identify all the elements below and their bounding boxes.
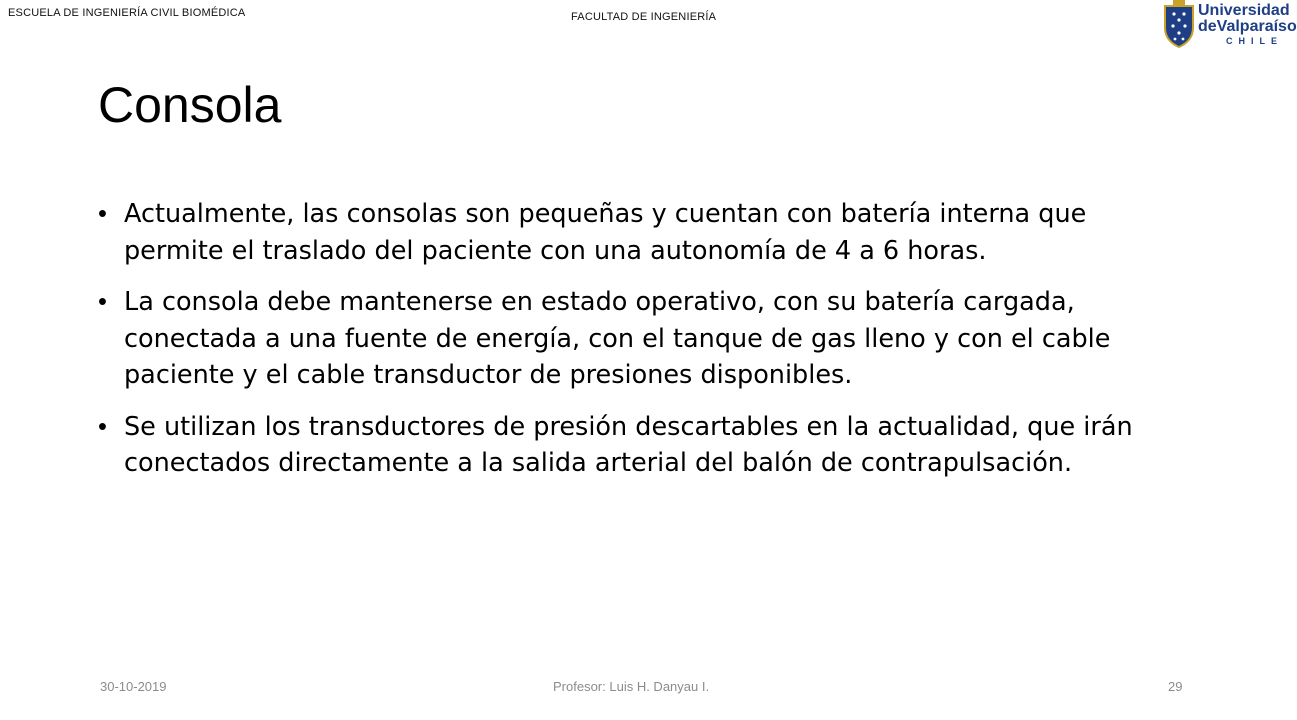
university-shield-icon: [1162, 0, 1196, 48]
logo-line-chile: CHILE: [1226, 36, 1283, 46]
slide-title: Consola: [98, 77, 282, 133]
bullet-icon: •: [98, 412, 107, 441]
bullet-icon: •: [98, 288, 107, 316]
logo-wordmark: [1198, 3, 1297, 47]
footer-page-number: 29: [1168, 679, 1183, 694]
university-logo: [1160, 0, 1297, 54]
bullet-item: [98, 284, 1188, 394]
bullet-text: Actualmente, las consolas son pequeñas y cuentan con batería interna que permite el traslado del paciente con una autonomía de 4 a 6 horas.: [124, 199, 1087, 266]
logo-line-valparaiso: deValparaíso: [1198, 18, 1297, 35]
logo-line-universidad: Universidad: [1198, 2, 1290, 19]
bullet-list: [98, 196, 1188, 497]
school-name: ESCUELA DE INGENIERÍA CIVIL BIOMÉDICA: [8, 7, 246, 19]
bullet-item: [98, 196, 1188, 269]
faculty-name: FACULTAD DE INGENIERÍA: [571, 11, 717, 23]
bullet-icon: •: [98, 200, 107, 228]
bullet-text: Se utilizan los transductores de presión descartables en la actualidad, que irán conectados directamente a la salida arterial del balón de contrapulsación.: [124, 411, 1133, 478]
footer-professor: Profesor: Luis H. Danyau I.: [553, 679, 710, 694]
bullet-text: La consola debe mantenerse en estado operativo, con su batería cargada, conectada a una fuente de energía, con el tanque de gas lleno y con el cable paciente y el cable transductor de presiones disponibles.: [124, 287, 1111, 390]
bullet-item: [98, 409, 1188, 482]
footer-date: 30-10-2019: [100, 679, 167, 694]
